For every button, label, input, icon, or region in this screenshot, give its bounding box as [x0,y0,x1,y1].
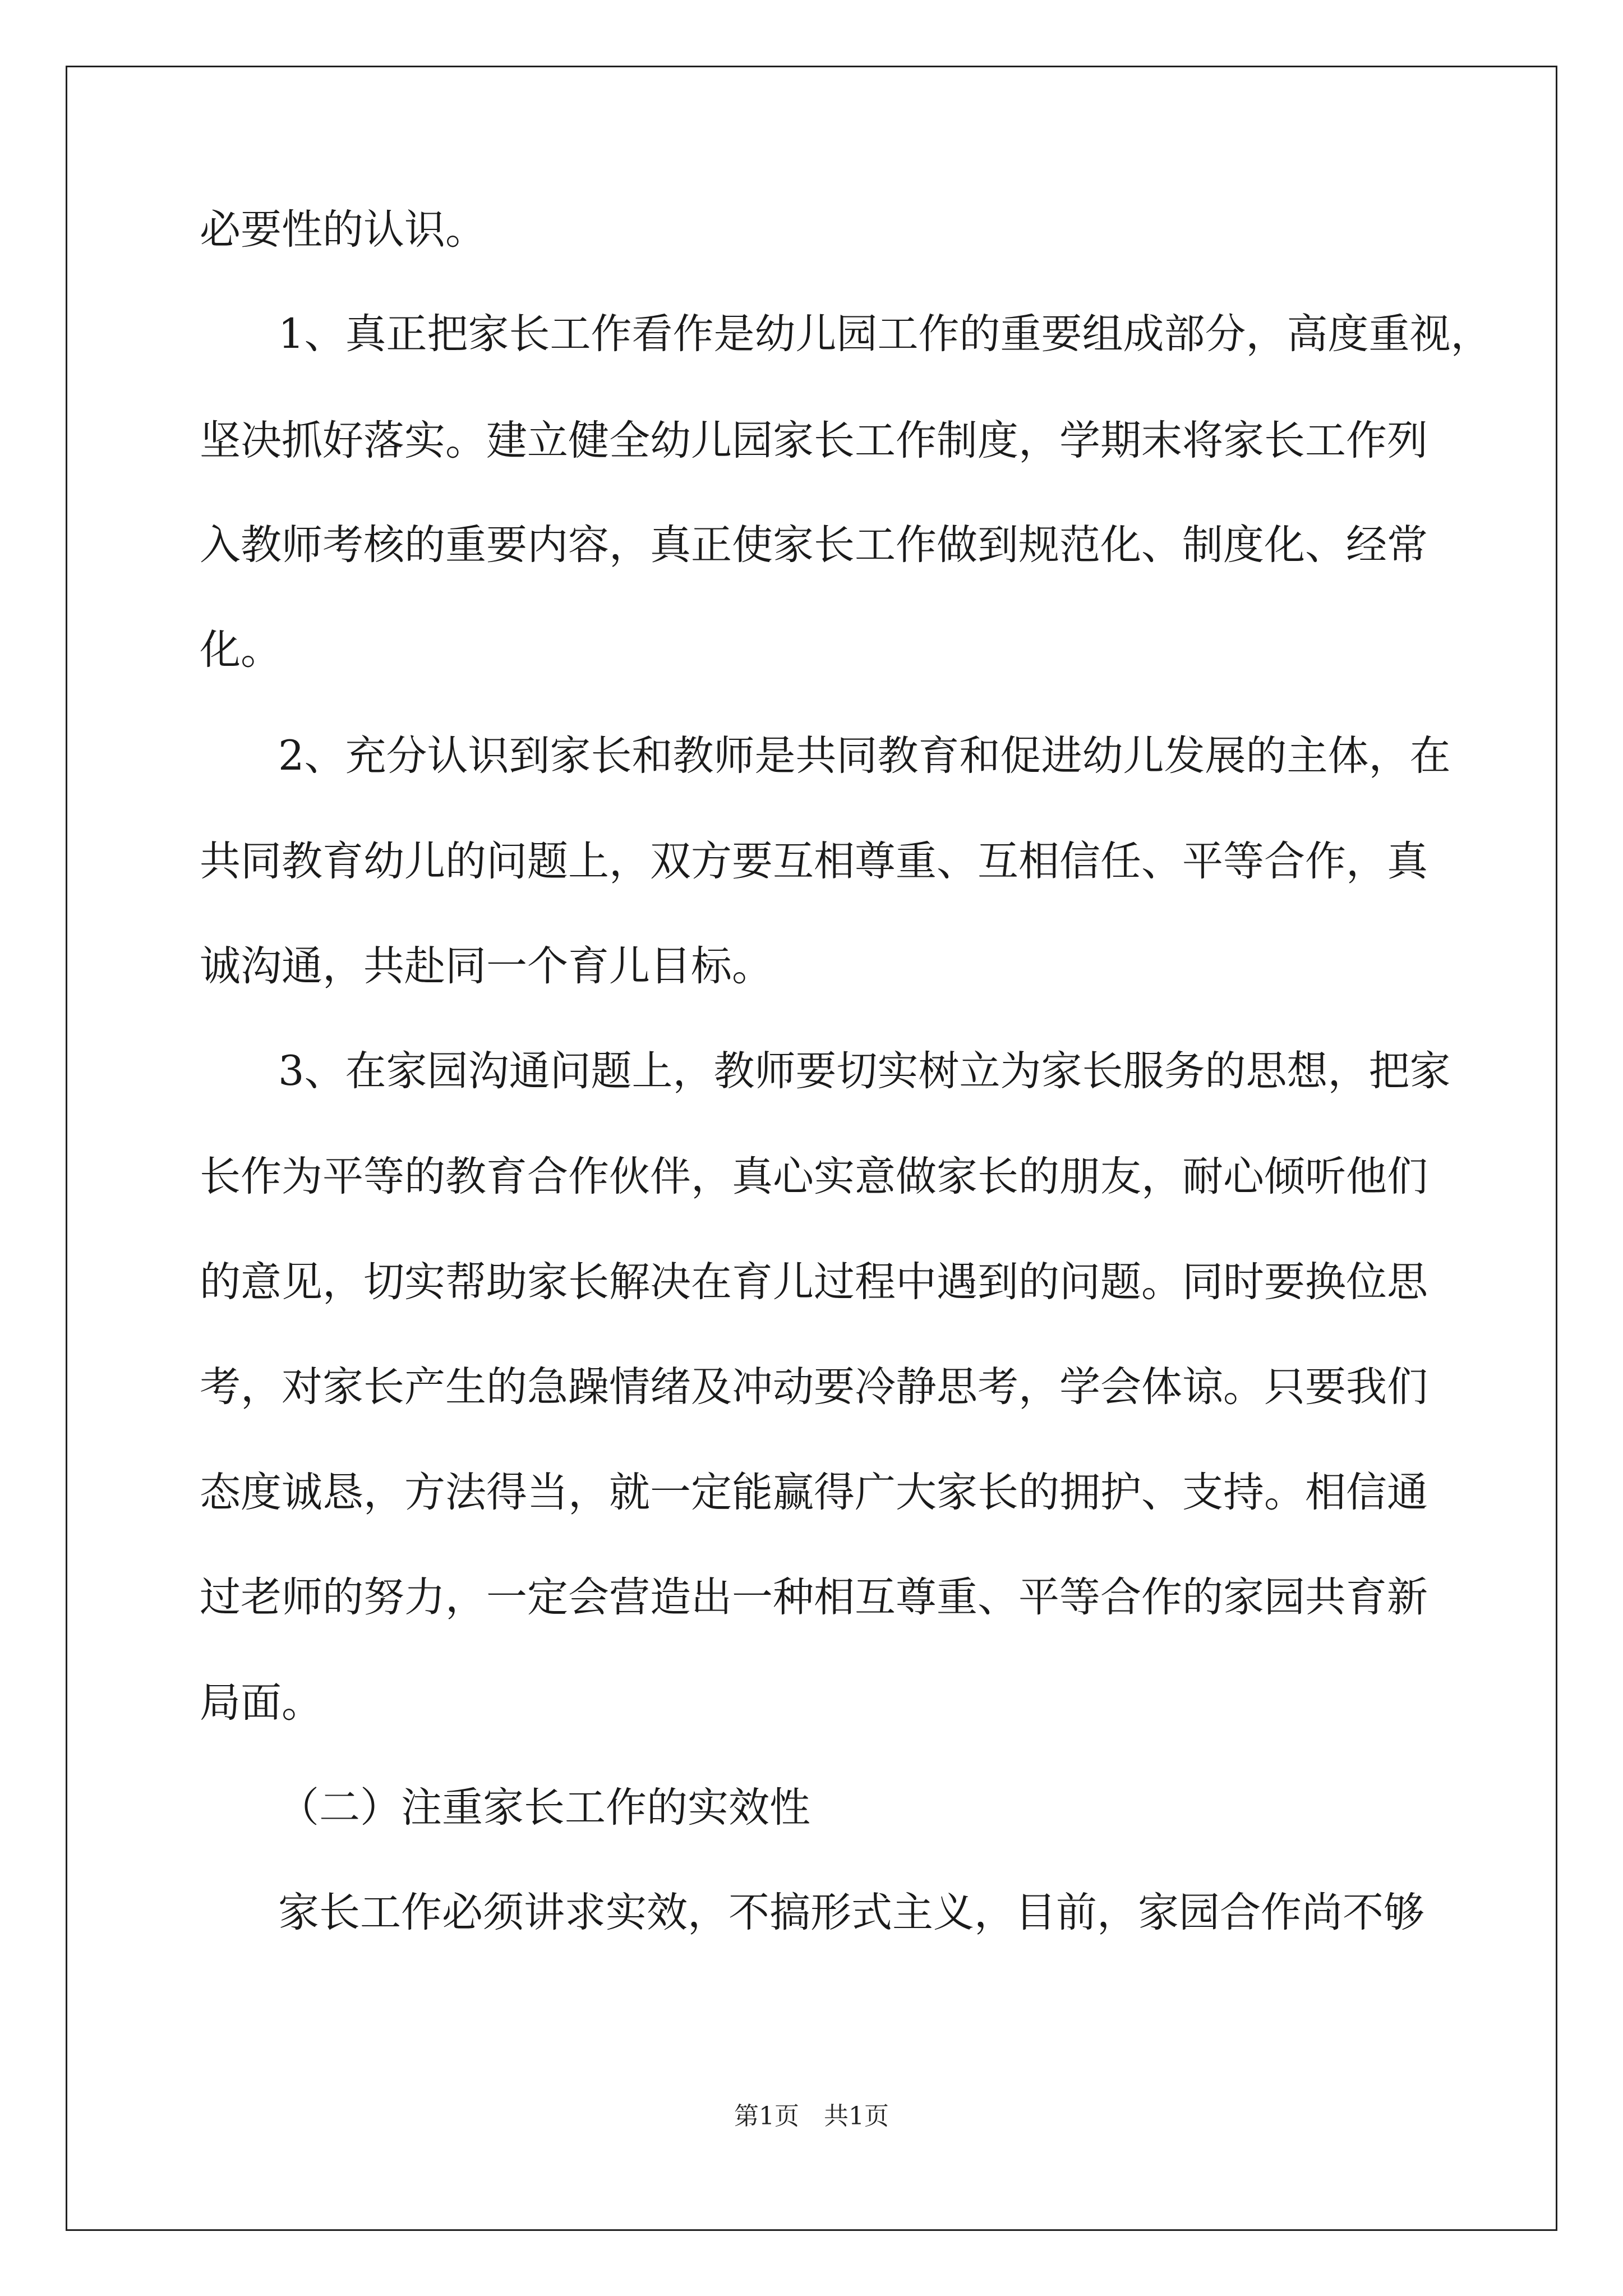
section-heading: （二）注重家长工作的实效性 [278,1784,810,1832]
paragraph-3-line-3: 的意见，切实帮助家长解决在育儿过程中遇到的问题。同时要换位思 [200,1258,1428,1306]
paragraph-2-line-1: 2、充分认识到家长和教师是共同教育和促进幼儿发展的主体，在 [278,732,1451,780]
paragraph-3-line-1: 3、在家园沟通问题上，教师要切实树立为家长服务的思想，把家 [278,1047,1451,1095]
paragraph-4-line-1: 家长工作必须讲求实效，不搞形式主义，目前，家园合作尚不够 [278,1889,1424,1936]
paragraph-1-line-1: 1、真正把家长工作看作是幼儿园工作的重要组成部分，高度重视， [278,310,1492,358]
paragraph-2-line-3: 诚沟通，共赴同一个育儿目标。 [200,942,773,990]
paragraph-3-line-7: 局面。 [200,1679,322,1727]
paragraph-3-line-2: 长作为平等的教育合作伙伴，真心实意做家长的朋友，耐心倾听他们 [200,1153,1428,1200]
page-number-footer: 第1页 共1页 [734,2102,889,2131]
paragraph-1-line-4: 化。 [200,626,282,674]
paragraph-1-line-3: 入教师考核的重要内容，真正使家长工作做到规范化、制度化、经常 [200,521,1428,569]
paragraph-3-line-5: 态度诚恳，方法得当，就一定能赢得广大家长的拥护、支持。相信通 [200,1469,1428,1516]
paragraph-3-line-6: 过老师的努力，一定会营造出一种相互尊重、平等合作的家园共育新 [200,1573,1428,1621]
paragraph-2-line-2: 共同教育幼儿的问题上，双方要互相尊重、互相信任、平等合作，真 [200,838,1428,885]
text-line-1: 必要性的认识。 [200,206,486,254]
paragraph-1-line-2: 坚决抓好落实。建立健全幼儿园家长工作制度，学期末将家长工作列 [200,417,1428,464]
paragraph-3-line-4: 考，对家长产生的急躁情绪及冲动要冷静思考，学会体谅。只要我们 [200,1363,1428,1411]
